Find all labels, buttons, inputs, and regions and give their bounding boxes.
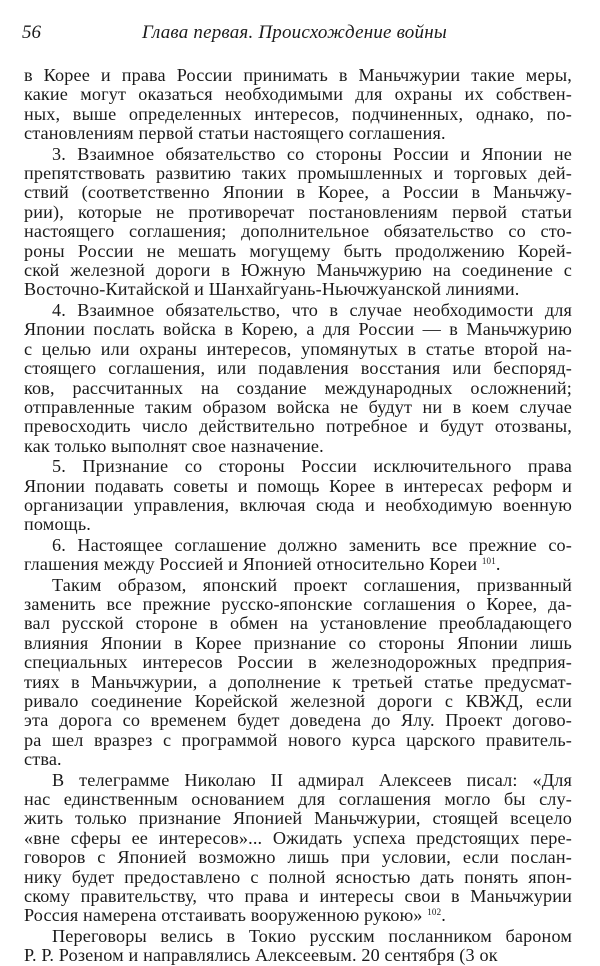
line-text: жить только признание Японией Маньчжурии, стоящей всецело: [24, 808, 572, 829]
line-text: Таким образом, японский проект соглашения, призванный: [52, 574, 572, 595]
text-line: [24, 417, 572, 436]
text-line: [24, 85, 572, 104]
line-text: ривало соединение Корейской железной дороги с КВЖД, если: [24, 691, 572, 711]
text-line: [24, 771, 572, 790]
line-text: Переговоры велись в Токио русским посланником бароном: [52, 925, 572, 946]
page-number: 56: [22, 22, 41, 43]
text-line: [24, 790, 572, 809]
paragraph: [24, 927, 572, 966]
line-text: 5. Признание со стороны России исключительного права: [52, 456, 572, 477]
text-line: [24, 750, 572, 769]
page-body: [24, 66, 572, 966]
paragraph: [24, 771, 572, 926]
line-text: «вне сферы ее интересов»... Ожидать успеха предстоящих пере-: [24, 827, 572, 848]
text-line: [24, 829, 572, 848]
paragraph: [24, 301, 572, 456]
text-line: [24, 946, 572, 965]
punctuation: .: [495, 554, 501, 575]
line-text: Р. Р. Розеном и направлялись Алексеевым. 20 сентября (3 ок: [24, 945, 498, 966]
line-text: влияния Японии в Корее признание со стороны Японии лишь: [24, 632, 572, 653]
line-text: рии), которые не противоречат постановлениям первой статьи: [24, 201, 572, 222]
line-text: вал русской стороне в обмен на установление преобладающего: [24, 613, 572, 634]
line-text: ра шел вразрез с программой нового курса царского правитель-: [24, 729, 572, 750]
text-line: [24, 906, 572, 925]
text-line: [24, 164, 572, 183]
line-text: 3. Взаимное обязательство со стороны России и Японии не: [52, 143, 572, 164]
text-line: [24, 536, 572, 555]
text-line: [24, 653, 572, 672]
punctuation: .: [441, 905, 446, 926]
text-line: [24, 379, 572, 398]
text-line: [24, 398, 572, 417]
paragraph: [24, 145, 572, 300]
text-line: [24, 145, 572, 164]
line-text: как только выполнят свое назначение.: [24, 435, 324, 456]
line-text: организации управления, включая сюда и необходимую военную: [24, 494, 572, 515]
text-line: [24, 359, 572, 378]
line-text: Японии подавать советы и помощь Корее в интересах реформ и: [24, 475, 572, 496]
line-text: В телеграмме Николаю II адмирал Алексеев писал: «Для: [52, 769, 572, 790]
line-text: нас единственным основанием для соглашения могло бы слу-: [24, 789, 572, 810]
line-text: настоящего соглашения; дополнительное обязательство со сто-: [24, 221, 572, 242]
line-text: Россия намерена отстаивать вооруженною рукою»: [24, 905, 423, 926]
text-line: [24, 261, 572, 280]
text-line: [24, 320, 572, 339]
footnote-ref[interactable]: 101: [481, 556, 496, 567]
text-line: [24, 595, 572, 614]
footnote-ref[interactable]: 102: [427, 907, 442, 918]
text-line: [24, 124, 572, 143]
text-line: [24, 203, 572, 222]
paragraph: [24, 536, 572, 575]
line-text: тиях в Маньчжурии, а дополнение к третьей статье предусмат-: [24, 671, 572, 692]
line-text: эта дорога со временем будет доведена до Ялу. Проект догово-: [24, 710, 572, 731]
line-text: ской железной дороги в Южную Маньчжурию на соединение с: [24, 260, 572, 281]
line-text: в Корее и права России принимать в Маньчжурии такие меры,: [24, 65, 572, 85]
line-text: становлениям первой статьи настоящего соглашения.: [24, 123, 446, 144]
text-line: [24, 496, 572, 515]
text-line: [24, 437, 572, 456]
text-line: [24, 477, 572, 496]
line-text: препятствовать развитию таких промышленных и торговых дей-: [24, 163, 572, 184]
paragraph: [24, 576, 572, 770]
line-text: 4. Взаимное обязательство, что в случае необходимости для: [52, 299, 572, 320]
paragraph: [24, 66, 572, 144]
line-text: ствий (соответственно Японии в Корее, а России в Маньчжу-: [24, 182, 572, 203]
running-header: [22, 22, 570, 46]
text-line: [24, 457, 572, 476]
paragraph: [24, 457, 572, 535]
line-text: какие могут оказаться необходимыми для охраны их собствен-: [24, 84, 572, 105]
text-line: [24, 927, 572, 946]
line-text: превосходить число действительно потребное и будут отозваны,: [24, 416, 572, 437]
text-line: [24, 887, 572, 906]
text-line: [24, 731, 572, 750]
text-line: [24, 673, 572, 692]
text-line: [24, 848, 572, 867]
line-text: заменить все прежние русско-японские соглашения о Корее, да-: [24, 593, 572, 614]
text-line: [24, 183, 572, 202]
text-line: [24, 692, 572, 711]
text-line: [24, 66, 572, 85]
text-line: [24, 222, 572, 241]
text-line: [24, 634, 572, 653]
line-text: стоящего соглашения, или подавления восстания или беспоряд-: [24, 358, 572, 379]
line-text: специальных интересов России в железнодорожных предприя-: [24, 652, 572, 673]
line-text: говоров с Японией возможно лишь при условии, если послан-: [24, 847, 572, 868]
text-line: [24, 614, 572, 633]
line-text: ных, выше определенных интересов, подчиненных, однако, по-: [24, 103, 572, 124]
line-text: ства.: [24, 749, 62, 770]
line-text: нику будет предоставлено с полной ясностью дать понять япон-: [24, 866, 572, 887]
text-line: [24, 868, 572, 887]
text-line: [24, 515, 572, 534]
running-title: Глава первая. Происхождение войны: [142, 22, 447, 43]
line-text: помощь.: [24, 514, 91, 535]
line-text: глашения между Россией и Японией относительно Кореи: [24, 554, 478, 575]
text-line: [24, 576, 572, 595]
text-line: [24, 242, 572, 261]
text-line: [24, 301, 572, 320]
text-line: [24, 809, 572, 828]
text-line: [24, 280, 572, 299]
line-text: отправленные таким образом войска не будут ни в коем случае: [24, 396, 572, 417]
line-text: скому правительству, что права и интересы свои в Маньчжурии: [24, 886, 572, 907]
text-line: [24, 340, 572, 359]
text-line: [24, 555, 572, 574]
line-text: Восточно-Китайской и Шанхайгуань-Ньючжуанской линиями.: [24, 279, 520, 300]
line-text: 6. Настоящее соглашение должно заменить все прежние со-: [52, 534, 572, 555]
line-text: с целью или охраны интересов, упомянутых в статье второй на-: [24, 338, 572, 359]
line-text: Японии послать войска в Корею, а для России — в Маньчжурию: [24, 319, 572, 340]
text-line: [24, 711, 572, 730]
line-text: ков, рассчитанных на создание международных осложнений;: [24, 377, 572, 398]
text-line: [24, 105, 572, 124]
line-text: роны России не мешать могущему быть продолжению Корей-: [24, 240, 572, 261]
